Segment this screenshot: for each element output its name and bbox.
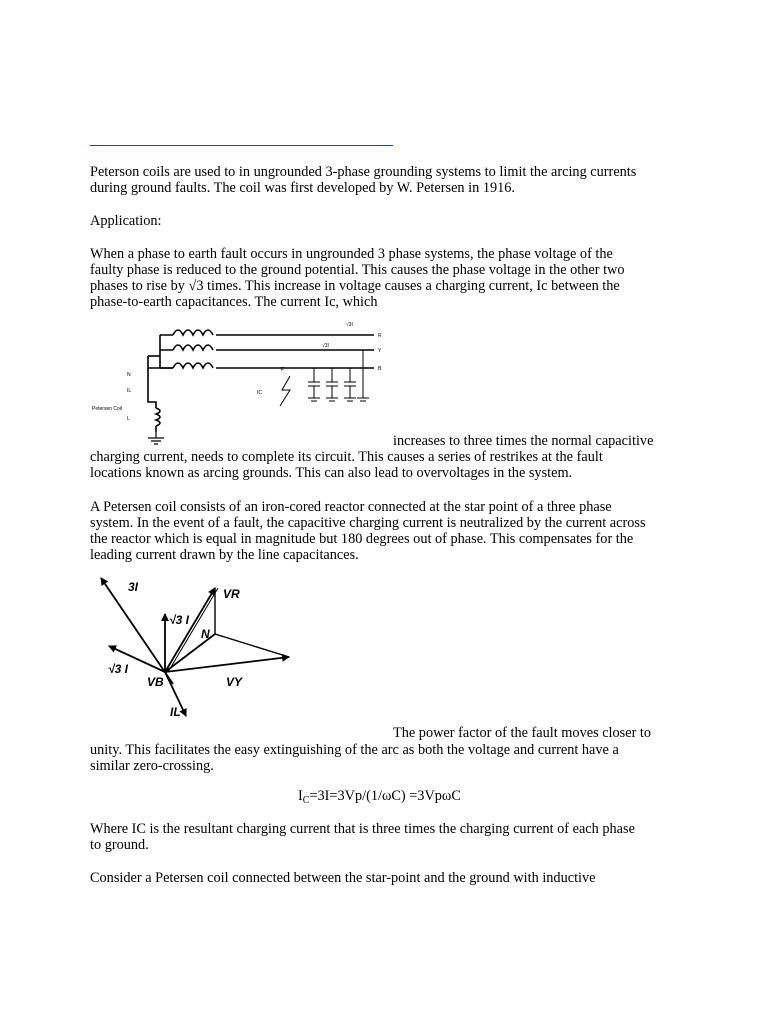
fault-continuation: increases to three times the normal capacitive [393,433,654,449]
label-il: IL [170,705,181,719]
label-f: F [281,367,285,373]
label-sqrt3i-left: √3 I [108,662,128,676]
coil-paragraph [90,499,680,563]
label-3i: 3I [128,580,139,594]
text-line: leading current drawn by the line capacitances. [90,547,359,563]
label-sqrt3i-mid: √3I [322,343,329,349]
label-n: N [127,372,131,378]
label-vb: VB [147,675,164,689]
formula-subscript: C [302,795,310,806]
where-paragraph [90,821,680,853]
label-y: Y [378,348,382,354]
text-line: locations known as arcing grounds. This can also lead to overvoltages in the system. [90,465,573,481]
blue-horizontal-rule [90,145,393,146]
text-line: Where IC is the resultant charging current that is three times the charging current of each phase [90,821,635,837]
phasor-diagram [100,574,300,724]
label-b: B [378,366,382,372]
formula-rhs: =3I=3Vp/(1/ωC) =3VpωC [309,788,461,804]
label-ic: IC [257,390,262,396]
text-line: to ground. [90,837,149,853]
fault-paragraph [90,246,680,310]
power-factor-paragraph [90,742,680,774]
text-line: charging current, needs to complete its circuit. This causes a series of restrikes at the fault [90,449,603,465]
text-line: phase-to-earth capacitances. The current Ic, which [90,294,378,310]
label-vy: VY [226,675,243,689]
label-petersen-coil: Petersen Coil [92,406,123,412]
formula-lhs: I [298,788,303,804]
text-line: system. In the event of a fault, the capacitive charging current is neutralized by the current across [90,515,646,531]
intro-paragraph [90,164,680,196]
text-line: When a phase to earth fault occurs in ungrounded 3 phase systems, the phase voltage of the [90,246,613,262]
label-sqrt3i-upper: √3 I [169,613,189,627]
text-line: faulty phase is reduced to the ground potential. This causes the phase voltage in the other two [90,262,625,278]
label-vr: VR [223,587,240,601]
consider-paragraph [90,870,680,886]
text-line: A Petersen coil consists of an iron-cored reactor connected at the star point of a three phase [90,499,612,515]
text-line: Peterson coils are used to in ungrounded 3-phase grounding systems to limit the arcing currents [90,164,637,180]
label-il: IL [127,388,132,394]
text-line: Consider a Petersen coil connected between the star-point and the ground with inductive [90,870,596,886]
label-r: R [378,333,382,339]
power-factor-first-line: The power factor of the fault moves closer to [393,725,652,741]
label-l: L [127,416,130,422]
label-n: N [201,627,210,641]
text-line: unity. This facilitates the easy extinguishing of the arc as both the voltage and current have a [90,742,619,758]
fault-continuation-paragraph [90,449,680,481]
application-heading: Application: [90,213,162,229]
charging-current-formula [298,788,461,809]
text-line: similar zero-crossing. [90,758,214,774]
text-line: the reactor which is equal in magnitude but 180 degrees out of phase. This compensates for the [90,531,634,547]
text-line: phases to rise by √3 times. This increase in voltage causes a charging current, Ic between the [90,278,620,294]
text-line: during ground faults. The coil was first developed by W. Petersen in 1916. [90,180,515,196]
label-sqrt3i-top: √3I [346,322,353,328]
petersen-coil-circuit-diagram [90,318,390,448]
